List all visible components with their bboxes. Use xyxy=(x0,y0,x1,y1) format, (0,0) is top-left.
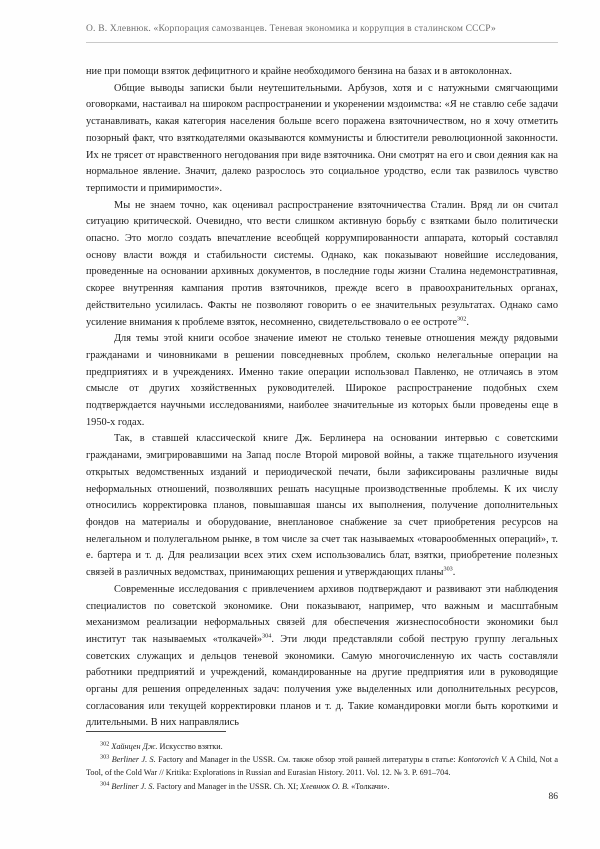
footnote-number: 303 xyxy=(100,753,110,761)
footnotes xyxy=(86,740,558,793)
footnote-number: 302 xyxy=(100,740,110,748)
footnote-author: Berliner J. S. xyxy=(111,755,156,765)
page-number: 86 xyxy=(548,792,558,802)
paragraph xyxy=(86,582,558,732)
footnote-number: 304 xyxy=(100,779,110,787)
footnote-text: A Child, Not a Tool, of the Cold War // Kritika: Explorations in Russian and Eurasian History. 2011. Vol. 12. № 3. P. 691–704. xyxy=(86,755,559,778)
footnote-mark[interactable]: 304 xyxy=(262,632,272,640)
paragraph xyxy=(86,81,558,198)
header-divider xyxy=(86,42,558,43)
footnote-divider xyxy=(86,731,226,732)
footnote-mark[interactable]: 302 xyxy=(457,315,467,323)
footnote-text: Factory and Manager in the USSR. Ch. XI; xyxy=(154,781,301,791)
paragraph-text: Современные исследования с привлечением архивов подтверждают и развивают эти наблюдения специалистов по советской экономике. Они показывают, например, что важным и масштабным механизмом реализации неформальных связей для обеспечения жизнеспособности экономики был институт так называемых «толкачей» xyxy=(86,583,558,645)
footnote xyxy=(86,780,558,793)
footnote-author: Kontorovich V. xyxy=(458,755,508,765)
footnote-text: «Толкачи». xyxy=(349,781,390,791)
footnote-text: Factory and Manager in the USSR. См. также обзор этой ранней литературы в статье: xyxy=(155,755,459,765)
paragraph-text: Мы не знаем точно, как оценивал распространение взяточничества Сталин. Вряд ли он считал ситуацию критической. Очевидно, что вести слишком активную борьбу с взятками было политически опасно. Это могло создать впечатление всеобщей коррумпированности аппарата, который составлял основу власти вождя и стабильности системы. Однако, как показывают новейшие исследования, проведенные на основании архивных документов, в последние годы жизни Сталина недемонстративная, скорее внутренняя кампания против взяточников, прежде всего в правоохранительных органах, действительно усилилась. Факты не позволяют говорить о ее значительных результатах. Однако само усиление внимания к проблеме взяток, несомненно, свидетельствовало о ее остроте xyxy=(86,199,558,328)
paragraph-text: Так, в ставшей классической книге Дж. Берлинера на основании интервью с советскими гражданами, эмигрировавшими на Запад после Второй мировой войны, а также тщательного изучения открытых ведомственных изданий и периодической печати, были зафиксированы различные виды неформальных отношений, позволявших решать насущные производственные проблемы. К их числу относились корректировка планов, повышавшая шансы их выполнения, получение дополнительных фондов на материалы и оборудование, внеплановое снабжение за счет приобретения ресурсов на нелегальном и полулегальном рынке, в том числе за счет так называемых «товарообменных операций», т. е. бартера и т. д. Для реализации всех этих схем использовались блат, взятки, приобретение полезных связей в различных ведомствах, принимающих решения и утверждающих планы xyxy=(86,433,558,579)
footnote-text: Искусство взятки. xyxy=(157,742,223,751)
paragraph-text: Общие выводы записки были неутешительными. Арбузов, хотя и с натужными смягчающими оговорками, настаивал на широком распространении и укоренении мздоимства: «Я не ставлю себе задачи устанавливать, какая категория населения больше всего поражена взяточничеством, но я хочу отметить позорный факт, что взяткодателями оказываются коммунисты и блюстители революционной законности. Их не трясет от нравственного негодования при виде взяточника. Они смотрят на его и свои деяния как на нормальное явление. Значит, далеко разрослось это социальное уродство, если так развилось чувство терпимости и примиримости». xyxy=(86,82,558,194)
paragraph-text: Для темы этой книги особое значение имеют не столько теневые отношения между рядовыми гражданами и чиновниками в решении повседневных проблем, сколько нелегальные операции на предприятиях и в учреждениях. Именно такие операции использовал Павленко, не отличаясь в этом смысле от других хозяйственных руководителей. Широкое распространение подобных схем подтверждается научными исследованиями, наиболее значительные из которых были проведены еще в 1950-х годах. xyxy=(86,333,558,428)
footnote-mark[interactable]: 303 xyxy=(443,565,453,573)
paragraph: Так, в ставшей классической книге Дж. Берлинера на основании интервью с советскими гражданами, эмигрировавшими на Запад после Второй мировой войны, а также тщательного изучения открытых ведомственных изданий и периодической печати, были зафиксированы различные виды неформальных отношений, позволявших решать насущные производственные проблемы. К их числу относились корректировка планов, повышавшая шансы их выполнения, получение дополнительных фондов на материалы и оборудование, внеплановое снабжение за счет приобретения ресурсов на нелегальном и полулегальном рынке, в том числе за счет так называемых «товарообменных операций», т. е. бартера и т. д. Для реализации всех этих схем использовались блат, взятки, приобретение полезных связей в различных ведомствах, принимающих решения и утверждающих планы$^{303}$. xyxy=(86,433,558,579)
footnote-author: Хлевнюк О. В. xyxy=(300,781,350,791)
paragraph-text: . Эти люди представляли собой пеструю группу легальных советских служащих и дельцов теневой экономики. Самую многочисленную их часть составляли работники предприятий и учреждений, командированные на другие предприятия или в руководящие органы для решения определенных задач: получения уже выделенных или дополнительных ресурсов, согласования или текущей корректировки планов и т. д. Такие командировки могли быть короткими и длительными. В них направлялись xyxy=(86,633,558,729)
footnote xyxy=(86,753,558,779)
paragraph-text: ние при помощи взяток дефицитного и крайне необходимого бензина на базах и в автоколоннах. xyxy=(86,66,513,77)
main-text xyxy=(86,64,558,732)
paragraph xyxy=(86,331,558,431)
footnote-author: Berliner J. S. xyxy=(111,781,155,791)
footnote-author: Хайнцен Дж. xyxy=(111,742,158,751)
paragraph: Мы не знаем точно, как оценивал распространение взяточничества Сталин. Вряд ли он считал ситуацию критической. Очевидно, что вести слишком активную борьбу с взятками было политически опасно. Это могло создать впечатление всеобщей коррумпированности аппарата, который составлял основу власти вождя и стабильности системы. Однако, как показывают новейшие исследования, проведенные на основании архивных документов, в последние годы жизни Сталина недемонстративная, скорее внутренняя кампания против взяточников, прежде всего в правоохранительных органах, действительно усилилась. Факты не позволяют говорить о ее значительных результатах. Однако само усиление внимания к проблеме взяток, несомненно, свидетельствовало о ее остроте$^{302}$. xyxy=(86,199,558,328)
running-header: О. В. Хлевнюк. «Корпорация самозванцев. Теневая экономика и коррупция в сталинском СССР» xyxy=(86,24,496,34)
paragraph xyxy=(86,64,558,81)
footnote xyxy=(86,740,558,753)
